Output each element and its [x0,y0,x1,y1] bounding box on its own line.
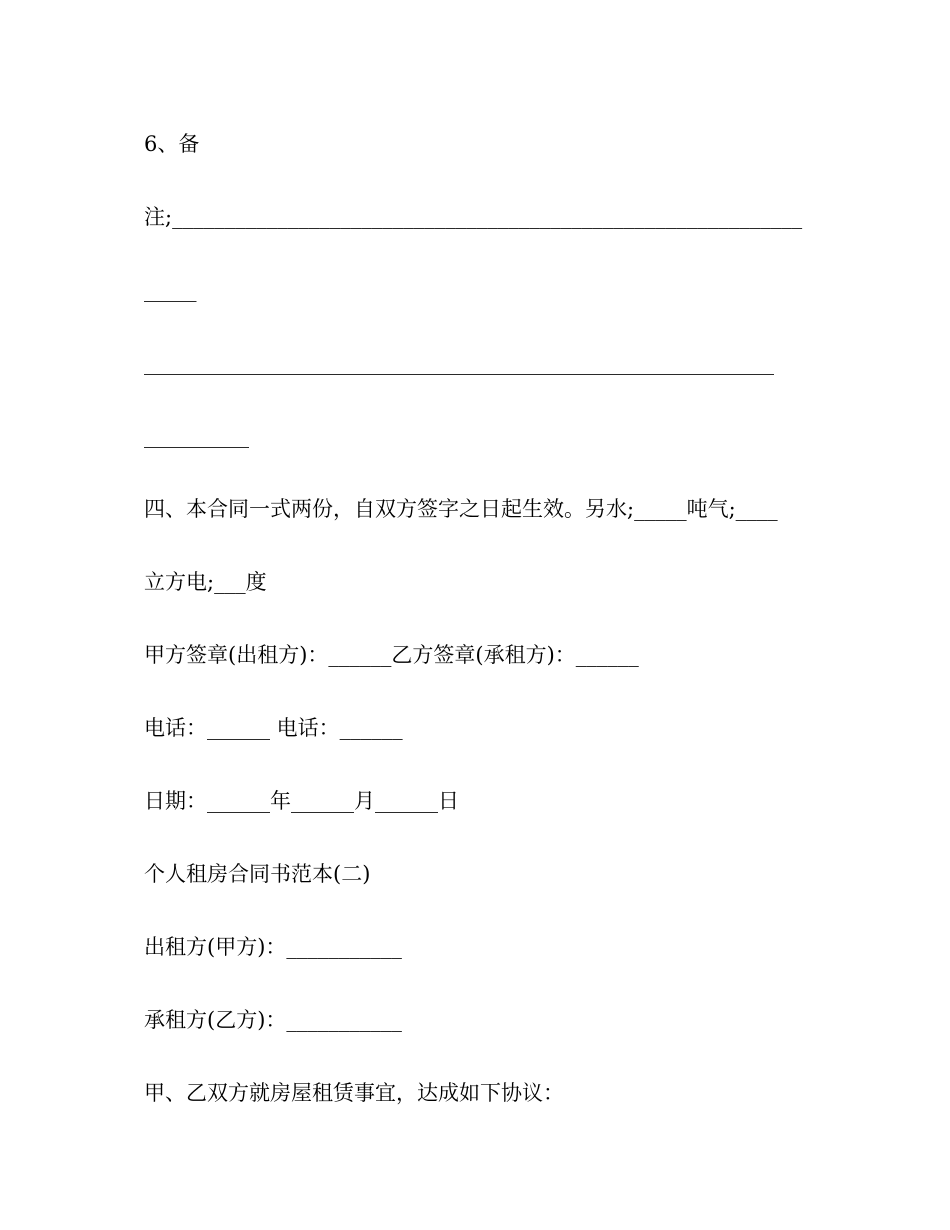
text-line-utilities: 立方电;___度 [144,570,267,594]
text-line-lessor: 出租方(甲方)：___________ [144,935,402,959]
text-line-lessee: 承租方(乙方)：___________ [144,1008,402,1032]
text-line-date: 日期：______年______月______日 [144,789,459,813]
text-line-blank-full: ____________________________________________________________ [144,351,774,375]
text-line-clause-four: 四、本合同一式两份，自双方签字之日起生效。另水;_____吨气;____ [144,497,778,521]
text-line-remark-blank: 注;____________________________________________________________ [144,205,803,229]
text-line-remark-blank-continued: _____ [144,278,197,302]
section-title: 个人租房合同书范本(二) [144,862,371,886]
text-line-agreement-intro: 甲、乙双方就房屋租赁事宜，达成如下协议： [144,1081,564,1105]
text-line-blank-short: __________ [144,424,249,448]
text-line-remark-number: 6、备 [144,132,200,156]
text-line-phones: 电话：______ 电话：______ [144,716,403,740]
text-line-signatures: 甲方签章(出租方)：______乙方签章(承租方)：______ [144,643,639,667]
